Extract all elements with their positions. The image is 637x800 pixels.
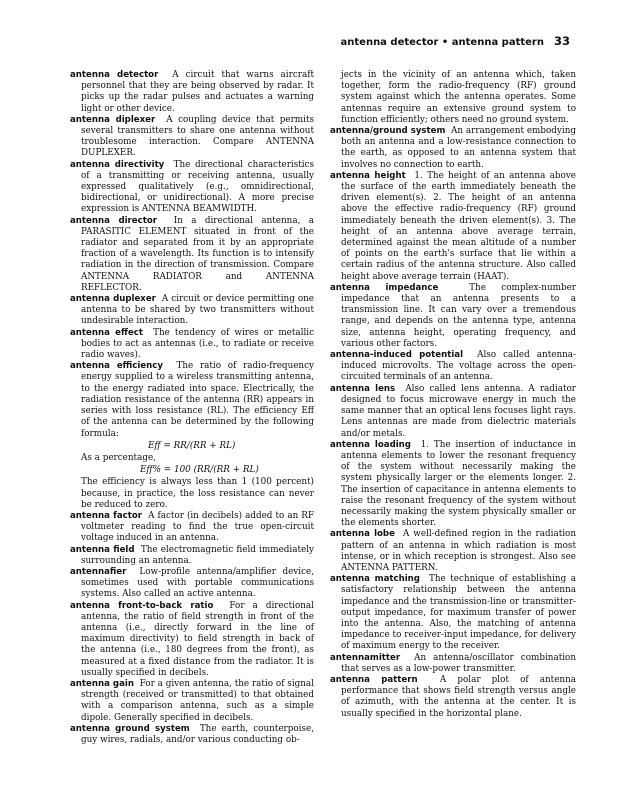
efficiency-percent-formula: Eff% = 100 (RR/(RR + RL) bbox=[140, 465, 259, 476]
entry-definition: The directional characteristics of a transmitting or receiving antenna, usually expressed qualitatively (e.g., omnidirectional, bidirectional, or unidirectional). A more precise expression is ANTENNA BEAMWIDTH. bbox=[81, 159, 315, 215]
entry-antennamitter bbox=[330, 653, 576, 675]
entry-definition: A coupling device that permits several transmitters to share one antenna without troublesome interaction. Compare ANTENNA DUPLEXER. bbox=[81, 114, 314, 159]
entry-antenna-induced-potential bbox=[330, 350, 576, 384]
entry-antenna-ground-system-arrangement bbox=[330, 126, 576, 171]
entry-antenna-impedance bbox=[330, 283, 576, 350]
entry-definition: A factor (in decibels) added to an RF voltmeter reading to find the true open-circuit voltage induced in an antenna. bbox=[81, 510, 314, 544]
entry-definition: Also called antenna-induced microvolts. The voltage across the open-circuited terminals of an antenna. bbox=[341, 350, 577, 383]
entry-definition: The complex-number impedance that an antenna presents to a transmission line. It can vary over a tremendous range, and depends on the antenna type, antenna size, antenna height, operating frequency, and various other factors. bbox=[341, 282, 576, 349]
entry-term: antennamitter bbox=[330, 652, 401, 663]
header-title: antenna detector • antenna pattern bbox=[340, 37, 544, 48]
entry-term: antenna factor bbox=[70, 510, 142, 521]
entry-term: antenna-induced potential bbox=[330, 350, 464, 361]
entry-definition: The tendency of wires or metallic bodies to act as antennas (i.e., to radiate or receive radio waves). bbox=[81, 327, 315, 361]
entry-term: antennafier bbox=[70, 566, 127, 577]
entry-definition: In a directional antenna, a PARASITIC ELEMENT situated in front of the radiator and separated from it by an appropriate fraction of a wavelength. Its function is to intensify radiation in the direction of transmission. Compare ANTENNA RADIATOR and ANTENNA REFLECTOR. bbox=[81, 215, 315, 293]
entry-antenna-field bbox=[70, 545, 314, 567]
entry-definition: For a given antenna, the ratio of signal strength (received or transmitted) to that obtained with a comparison antenna, such as a simple dipole. Generally specified in decibels. bbox=[81, 678, 314, 723]
entry-term: antenna lens bbox=[330, 383, 396, 394]
entry-term: antenna pattern bbox=[330, 674, 418, 685]
entry-antenna-gain bbox=[70, 679, 314, 724]
entry-term: antenna height bbox=[330, 170, 406, 181]
entry-term: antenna diplexer bbox=[70, 114, 156, 125]
entry-term: antenna effect bbox=[70, 327, 143, 338]
entry-antenna-ground-system bbox=[70, 724, 314, 746]
entry-term: antenna director bbox=[70, 215, 157, 226]
entry-antenna-pattern bbox=[330, 675, 576, 720]
entry-definition: A circuit that warns aircraft personnel that they are being observed by radar. It picks up the radar pulses and actuates a warning light or other device. bbox=[81, 70, 314, 114]
entry-term: antenna detector bbox=[70, 70, 159, 80]
entry-term: antenna gain bbox=[70, 678, 134, 689]
efficiency-formula: Eff = RR/(RR + RL) bbox=[148, 440, 236, 451]
entry-definition: The ratio of radio-frequency energy supplied to a wireless transmitting antenna, to the energy radiated into space. Electrically, the radiation resistance of the antenna (RR) appears in series with loss resistance (RL). The efficiency Eff of the antenna can be determined by the following formula: bbox=[81, 361, 314, 439]
entry-term: antenna/ground system bbox=[330, 126, 446, 137]
as-percentage-text: As a percentage, bbox=[81, 452, 156, 463]
entry-antenna-diplexer bbox=[70, 115, 314, 160]
running-header bbox=[70, 34, 570, 48]
entry-term: antenna field bbox=[70, 544, 135, 555]
entry-definition: A circuit or device permitting one antenna to be shared by two transmitters without undesirable interaction. bbox=[81, 294, 314, 327]
entry-antennafier bbox=[70, 567, 314, 601]
entry-definition: An arrangement embodying both an antenna and a low-resistance connection to the earth, as opposed to an antenna system that involves no connection to earth. bbox=[341, 126, 577, 170]
entry-antenna-detector bbox=[70, 70, 314, 115]
left-column bbox=[70, 70, 314, 746]
entry-definition: A well-defined region in the radiation pattern of an antenna in which radiation is most intense, or in which reception is strongest. Also see ANTENNA PATTERN. bbox=[341, 529, 577, 573]
entry-continuation: jects in the vicinity of an antenna which, taken together, form the radio-frequency (RF) ground system against which the antenna operates. Some antennas require an extensive ground system to function efficiently; others need no ground system. bbox=[341, 70, 576, 125]
efficiency-note: The efficiency is always less than 1 (100 percent) because, in practice, the loss resistance can never be reduced to zero. bbox=[81, 477, 314, 510]
entry-definition: An antenna/oscillator combination that serves as a low-power transmitter. bbox=[341, 652, 576, 674]
entry-antenna-directivity bbox=[70, 160, 314, 216]
entry-term: antenna impedance bbox=[330, 282, 439, 293]
entry-definition: The technique of establishing a satisfactory relationship between the antenna impedance and the transmission-line or transmitter-output impedance, for maximum transfer of power into the antenna. Also, the matching of antenna impedance to receiver-input impedance, for delivery of maximum energy to the receiver. bbox=[341, 574, 576, 652]
entry-term: antenna front-to-back ratio bbox=[70, 600, 214, 611]
entry-definition: Also called lens antenna. A radiator designed to focus microwave energy in much the same manner that an optical lens focuses light rays. Lens antennas are made from dielectric materials and/or metals. bbox=[341, 383, 577, 439]
entry-definition: 1. The height of an antenna above the surface of the earth immediately beneath the driven element(s). 2. The height of an antenna above the effective radio-frequency (RF) ground immediately beneath the driven element(s). 3. The height of an antenna above average terrain, determined against the mean altitude of a number of points on the earth's surface that lie within a certain radius of the antenna structure. Also called height above average terrain (HAAT). bbox=[341, 170, 576, 282]
entry-antenna-loading bbox=[330, 440, 576, 530]
entry-antenna-factor bbox=[70, 511, 314, 545]
entry-antenna-efficiency bbox=[70, 361, 314, 439]
entry-antenna-lobe bbox=[330, 529, 576, 574]
entry-term: antenna loading bbox=[330, 439, 411, 450]
entry-antenna-matching bbox=[330, 574, 576, 652]
entry-definition: Low-profile antenna/amplifier device, sometimes used with portable communications systems. Also called an active antenna. bbox=[81, 566, 314, 600]
entry-term: antenna ground system bbox=[70, 723, 190, 734]
right-column bbox=[330, 70, 576, 720]
entry-definition: A polar plot of antenna performance that shows field strength versus angle of azimuth, with the antenna at the center. It is usually specified in the horizontal plane. bbox=[341, 674, 577, 719]
entry-definition: The earth, counterpoise, guy wires, radials, and/or various conducting ob- bbox=[81, 723, 315, 745]
entry-antenna-effect bbox=[70, 328, 314, 362]
entry-term: antenna matching bbox=[330, 574, 420, 585]
page-number: 33 bbox=[553, 34, 570, 48]
entry-antenna-duplexer bbox=[70, 294, 314, 328]
entry-definition: 1. The insertion of inductance in antenna elements to lower the resonant frequency of the system without necessarily making the system physically larger or the elements longer. 2. The insertion of capacitance in antenna elements to raise the resonant frequency of the system without necessarily making the system physically smaller or the elements shorter. bbox=[341, 439, 577, 529]
entry-definition: For a directional antenna, the ratio of field strength in front of the antenna (i.e., directly forward in the line of maximum directivity) to field strength in back of the antenna (i.e., 180 degrees from the front), as measured at a fixed distance from the radiator. It is usually specified in decibels. bbox=[81, 600, 314, 678]
entry-term: antenna directivity bbox=[70, 159, 165, 170]
entry-term: antenna efficiency bbox=[70, 361, 163, 372]
entry-definition: The electromagnetic field immediately surrounding an antenna. bbox=[81, 544, 314, 566]
entry-term: antenna duplexer bbox=[70, 294, 156, 305]
entry-antenna-director bbox=[70, 216, 314, 294]
entry-antenna-height bbox=[330, 171, 576, 283]
entry-term: antenna lobe bbox=[330, 529, 395, 540]
entry-antenna-front-to-back-ratio bbox=[70, 601, 314, 679]
entry-antenna-lens bbox=[330, 384, 576, 440]
